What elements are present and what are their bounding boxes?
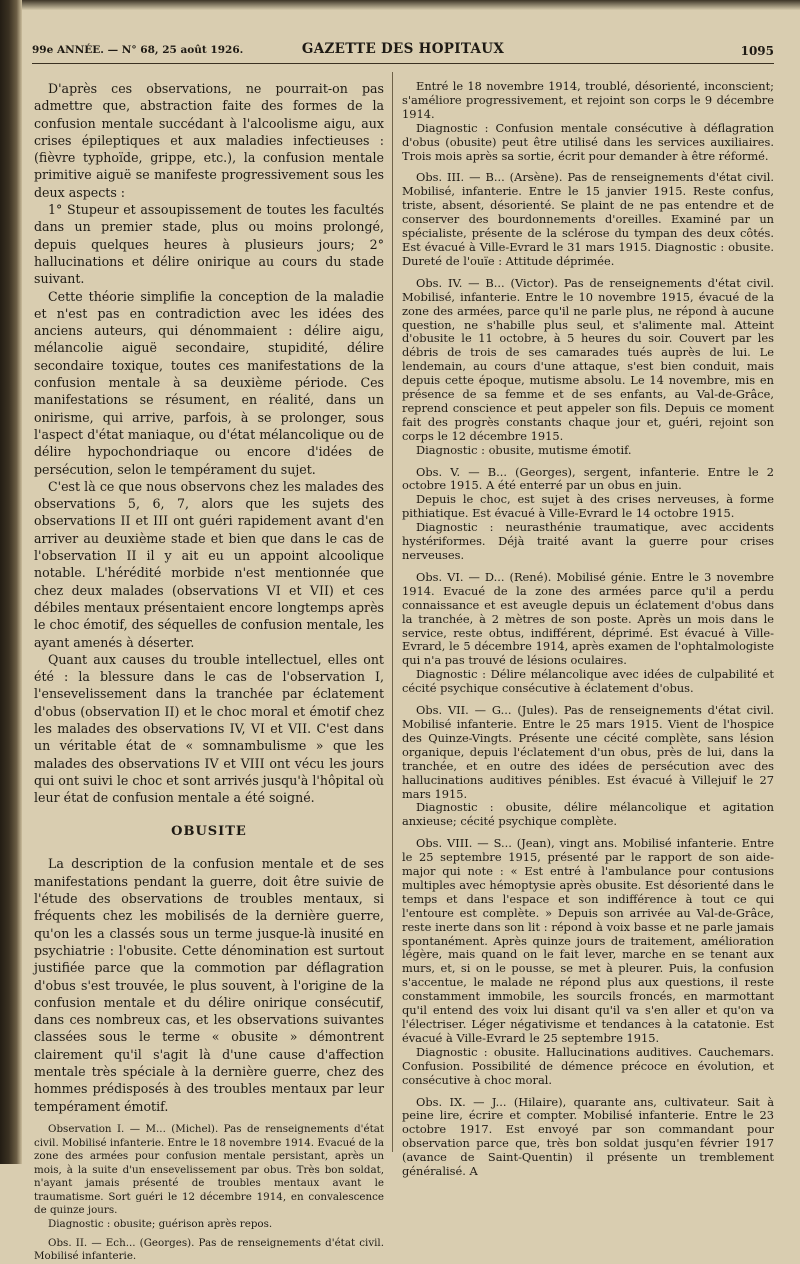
paragraph: D'après ces observations, ne pourrait-on pas admettre que, abstraction faite des formes de la confusion mentale succédant à l'alcoolisme aigu, aux crises épileptiques et aux maladies infectieuses : (fièvre typhoïde, grippe, etc.), la confusion mentale primitive aiguë se manifeste progressivement sous les deux aspects :: [34, 81, 384, 200]
scan-top-edge: [0, 0, 800, 10]
diagnostic: Diagnostic : neurasthénie traumatique, avec accidents hystériformes. Déjà traité avant la guerre pour crises nerveuses.: [402, 520, 774, 562]
left-column: [34, 80, 384, 1263]
observation: Obs. VI. — D... (René). Mobilisé génie. Entre le 3 novembre 1914. Evacué de la zone des armées parce qu'il a perdu connaissance et est aveugle depuis un éclatement d'obus dans la tranchée, à 2 mètres de son poste. Après un mois dans le service, reste obtus, indifférent, déprimé. Est évacué à Ville-Evrard, le 5 décembre 1914, après examen de l'ophtalmologiste qui n'a pas trouvé de lésions oculaires.: [402, 569, 774, 668]
observation: Obs. IX. — J... (Hilaire), quarante ans, cultivateur. Sait à peine lire, écrire et compter. Mobilisé infanterie. Entre le 23 octobre 1917. Est envoyé par son commandant pour observation parce que, très bon soldat jusqu'en février 1917 (avance de Saint-Quentin) il présente un tremblement généralisé. A: [402, 1094, 774, 1179]
journal-title: GAZETTE DES HOPITAUX: [301, 41, 505, 57]
diagnostic: Diagnostic : obusite, délire mélancolique et agitation anxieuse; cécité psychique complète.: [402, 800, 774, 829]
observation: Entré le 18 novembre 1914, troublé, désorienté, inconscient; s'améliore progressivement, et rejoint son corps le 9 décembre 1914.: [402, 79, 774, 121]
paragraph: Quant aux causes du trouble intellectuel, elles ont été : la blessure dans le cas de l'observation I, l'ensevelissement dans la tranchée par éclatement d'obus (observation II) et le choc moral et émotif chez les malades des observations IV, VI et VII. C'est dans un véritable état de « somnambulisme » que les malades des observations IV et VIII ont vécu les jours qui ont suivi le choc et sont arrivés jusqu'à l'hôpital où leur état de confusion mentale a été soigné.: [34, 651, 384, 806]
diagnostic: Diagnostic : Confusion mentale consécutive à déflagration d'obus (obusite) peut être utilisé dans les services auxiliaires. Trois mois après sa sortie, écrit pour demander à être réformé.: [402, 120, 774, 163]
observation: Obs. IV. — B... (Victor). Pas de renseignements d'état civil. Mobilisé, infanterie. Entre le 10 novembre 1915, évacué de la zone des armées, parce qu'il ne parle plus, ne répond à aucune question, ne s'habille plus seul, et s'alimente mal. Atteint d'obusite le 11 octobre, à 5 heures du soir. Couvert par les débris de trois de ses camarades tués auprès de lui. Le lendemain, au cours d'une attaque, s'est bien conduit, mais depuis cette époque, mutisme absolu. Le 14 novembre, mis en présence de sa femme et de ses enfants, au Val-de-Grâce, reprend conscience et peut appeler son fils. Depuis ce moment fait des progrès constants chaque jour et, guéri, rejoint son corps le 12 décembre 1915.: [402, 275, 774, 443]
observation: Depuis le choc, est sujet à des crises nerveuses, à forme pithiatique. Est évacué à Ville-Evrard le 14 octobre 1915.: [402, 492, 774, 521]
section-title: OBUSITE: [171, 824, 247, 840]
column-divider: [392, 72, 393, 1152]
paragraph: La description de la confusion mentale et de ses manifestations pendant la guerre, doit être suivie de l'étude des observations de troubles mentaux, si fréquents chez les mobilisés de la dernière guerre, qu'on les a classés sous un terme jusque-là inusité en psychiatrie : l'obusite. Cette dénomination est surtout justifiée parce que la commotion par déflagration d'obus s'est trouvée, le plus souvent, à l'origine de la confusion mentale et du délire onirique consécutif, dans ces nombreux cas, et les observations suivantes classées sous le terme « obusite » démontrent clairement qu'il s'agit là d'une cause d'affection mentale très spéciale à la dernière guerre, chez des hommes prédisposés à des troubles mentaux par leur tempérament émotif.: [34, 856, 384, 1114]
observation: Obs. V. — B... (Georges), sergent, infanterie. Entre le 2 octobre 1915. A été enterré par un obus en juin.: [402, 464, 774, 493]
header-rule: [32, 63, 774, 64]
observation: Observation I. — M... (Michel). Pas de renseignements d'état civil. Mobilisé infanterie. Entre le 18 novembre 1914. Evacué de la zone des armées pour confusion mentale persistant, après un mois, à la suite d'un ensevelissement par obus. Très bon soldat, n'ayant jamais présenté de troubles mentaux avant le traumatisme. Sort guéri le 12 décembre 1914, en convalescence de quinze jours.: [34, 1122, 384, 1217]
diagnostic: Diagnostic : obusite; guérison après repos.: [48, 1218, 273, 1231]
observation: Obs. III. — B... (Arsène). Pas de renseignements d'état civil. Mobilisé, infanterie. Entre le 15 janvier 1915. Reste confus, triste, absent, désorienté. Se plaint de ne pas entendre et de conserver des bourdonnements d'oreilles. Examiné par un spécialiste, présente de la sclérose du tympan des deux côtés. Est évacué à Ville-Evrard le 31 mars 1915. Diagnostic : obusite. Dureté de l'ouïe : Attitude déprimée.: [402, 170, 774, 268]
running-header: [32, 38, 774, 60]
observation: Obs. VII. — G... (Jules). Pas de renseignements d'état civil. Mobilisé infanterie. Entre le 25 mars 1915. Vient de l'hospice des Quinze-Vingts. Présente une cécité complète, sans lésion organique, depuis l'éclatement d'un obus, près de lui, dans la tranchée, et en outre des idées de persécution avec des hallucinations auditives pénibles. Est évacué à Villejuif le 27 mars 1915.: [402, 703, 774, 801]
paragraph: 1° Stupeur et assoupissement de toutes les facultés dans un premier stade, plus ou moins prolongé, depuis quelques heures à plusieurs jours; 2° hallucinations et délire onirique au cours du stade suivant.: [34, 202, 384, 287]
diagnostic: Diagnostic : obusite. Hallucinations auditives. Cauchemars. Confusion. Possibilité de démence précoce en évolution, et consécutive à choc moral.: [402, 1044, 774, 1087]
observation: Obs. VIII. — S... (Jean), vingt ans. Mobilisé infanterie. Entre le 25 septembre 1915, présenté par le rapport de son aide-major qui note : « Est entré à l'ambulance pour contusions multiples avec hémoptysie après obusite. Est désorienté dans le temps et dans l'espace et son indifférence à tout ce qui l'entoure est complète. » Depuis son arrivée au Val-de-Grâce, reste inerte dans son lit : répond à voix basse et ne parle jamais spontanément. Après quinze jours de traitement, amélioration légère, mais quand on le fait lever, marche en se tenant aux murs, et, si on le pousse, se met à pleurer. Puis, la confusion s'accentue, le malade ne répond plus aux questions, il reste constamment immobile, les sourcils froncés, en marmottant qu'il entend des voix lui disant qu'il va s'en aller et qu'on va l'électriser. Léger négativisme et tendances à la catatonie. Est évacué à Ville-Evrard le 25 septembre 1915.: [402, 836, 774, 1045]
paragraph: Cette théorie simplifie la conception de la maladie et n'est pas en contradiction avec les idées des anciens auteurs, qui dénommaient : délire aigu, mélancolie aiguë secondaire, stupidité, délire secondaire toxique, toutes ces manifestations de la confusion mentale à sa deuxième période. Ces manifestations se résument, en réalité, dans un onirisme, qui arrive, parfois, à se prolonger, sous l'aspect d'état maniaque, ou d'état mélancolique ou de délire hypochondriaque ou encore d'idées de persécution, selon le tempérament du sujet.: [34, 288, 384, 477]
right-column: [402, 79, 774, 1179]
page-number: 1095: [740, 44, 774, 58]
paragraph: C'est là ce que nous observons chez les malades des observations 5, 6, 7, alors que les sujets des observations II et III ont guéri rapidement avant d'en arriver au deuxième stade et bien que dans le cas de l'observation II il y ait eu un appoint alcoolique notable. L'hérédité morbide n'est mentionnée que chez deux malades (observations VI et VII) et ces débiles mentaux présentaient encore longtemps après le choc émotif, des séquelles de confusion mentale, les ayant amenés à déserter.: [34, 478, 384, 650]
diagnostic: Diagnostic : obusite, mutisme émotif.: [416, 442, 632, 457]
scan-binding-edge: [0, 0, 22, 1164]
observation: Obs. II. — Ech... (Georges). Pas de renseignements d'état civil. Mobilisé infanterie.: [34, 1236, 384, 1263]
diagnostic: Diagnostic : Délire mélancolique avec idées de culpabilité et cécité psychique consécutive à éclatement d'obus.: [402, 667, 774, 696]
issue-info: 99e ANNÉE. — N° 68, 25 août 1926.: [32, 44, 244, 56]
